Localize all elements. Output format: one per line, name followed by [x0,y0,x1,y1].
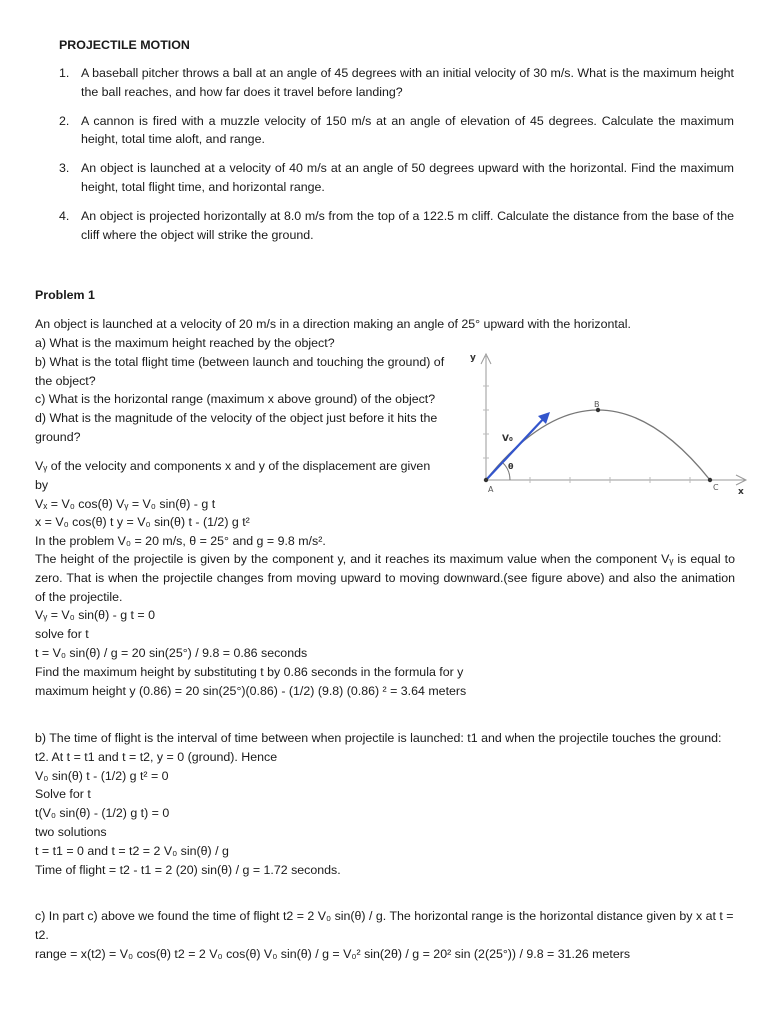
formula-line: maximum height y (0.86) = 20 sin(25°)(0.86) - (1/2) (9.8) (0.86) ² = 3.64 meters [35,683,467,698]
list-item [59,159,734,197]
list-item [59,112,734,150]
part-b-block [35,729,735,879]
formula-line: x = V₀ cos(θ) t y = V₀ sin(θ) t - (1/2) g t² [35,515,250,530]
y-axis-label: y [470,353,476,363]
question-b: b) What is the total flight time (between launch and touching the ground) of the object? [35,354,445,388]
formula-line: V₀ sin(θ) t - (1/2) g t² = 0 [35,768,169,783]
item-number: 4. [59,208,70,223]
item-text: An object is launched at a velocity of 40 m/s at an angle of 50 degrees upward with the horizontal. Find the maximum height, total flight time, and horizontal range. [81,161,734,194]
item-text: An object is projected horizontally at 8.0 m/s from the top of a 122.5 m cliff. Calculate the distance from the base of the cliff where the object will strike the ground. [81,208,734,242]
components-block [35,457,445,551]
text-line: solve for t [35,627,89,642]
text-line: two solutions [35,824,107,839]
trajectory-diagram [470,346,752,498]
item-text: A cannon is fired with a muzzle velocity of 150 m/s at an angle of elevation of 45 degrees. Calculate the maximum height, total time aloft, and range. [81,113,734,147]
formula-line: range = x(t2) = V₀ cos(θ) t2 = 2 V₀ cos(θ) V₀ sin(θ) / g = V₀² sin(2θ) / g = 20² sin (2(25°)) / 9.8 = 31.26 meters [35,946,631,961]
list-item [59,64,734,102]
x-axis-label: x [738,487,744,497]
list-item [59,207,734,245]
formula-line: t(V₀ sin(θ) - (1/2) g t) = 0 [35,806,170,821]
text-line: In the problem V₀ = 20 m/s, θ = 25° and g = 9.8 m/s². [35,534,326,549]
item-text: A baseball pitcher throws a ball at an angle of 45 degrees with an initial velocity of 30 m/s. What is the maximum height the ball reaches, and how far does it travel before landing? [81,66,734,99]
paragraph: The height of the projectile is given by the component y, and it reaches its maximum value when the component Vᵧ is equal to zero. That is when the projectile changes from moving upward to moving downward.(see figure above) and also the animation of the projectile. [35,552,735,604]
item-number: 2. [59,113,70,128]
question-d: d) What is the magnitude of the velocity of the object just before it hits the ground? [35,411,438,444]
velocity-label: V₀ [502,434,513,444]
velocity-vector [486,416,546,480]
formula-line: Vᵧ = V₀ sin(θ) - g t = 0 [35,608,155,623]
formula-line: Vₓ = V₀ cos(θ) Vᵧ = V₀ sin(θ) - g t [35,496,216,511]
trajectory-figure [470,346,752,498]
problem-intro: An object is launched at a velocity of 20 m/s in a direction making an angle of 25° upward with the horizontal. [35,317,631,331]
point-c-marker [708,478,712,482]
item-number: 1. [59,66,70,80]
formula-line: t = t1 = 0 and t = t2 = 2 V₀ sin(θ) / g [35,843,229,858]
text-line: Vᵧ of the velocity and components x and y of the displacement are given by [35,459,431,492]
point-a-label: A [488,485,494,494]
paragraph: b) The time of flight is the interval of time between when projectile is launched: t1 and when the projectile touches the ground: t2. At t = t1 and t = t2, y = 0 (ground). Hence [35,731,722,764]
item-number: 3. [59,161,70,176]
question-list [35,334,460,447]
text-line: Find the maximum height by substituting t by 0.86 seconds in the formula for y [35,664,464,679]
angle-label: θ [508,462,514,471]
paragraph: c) In part c) above we found the time of flight t2 = 2 V₀ sin(θ) / g. The horizontal range is the horizontal distance given by x at t = t2. [35,909,734,942]
formula-line: t = V₀ sin(θ) / g = 20 sin(25°) / 9.8 = 0.86 seconds [35,645,308,660]
question-a: a) What is the maximum height reached by the object? [35,336,335,350]
page-title: PROJECTILE MOTION [59,38,190,52]
point-a-marker [484,478,488,482]
section-heading: Problem 1 [35,288,95,302]
problem-list [59,64,734,254]
question-c: c) What is the horizontal range (maximum x above ground) of the object? [35,392,436,407]
point-b-label: B [594,400,600,409]
point-c-label: C [713,483,719,492]
part-c-block [35,907,735,963]
formula-line: Time of flight = t2 - t1 = 2 (20) sin(θ) / g = 1.72 seconds. [35,862,341,877]
part-a-block [35,550,735,700]
text-line: Solve for t [35,787,91,802]
